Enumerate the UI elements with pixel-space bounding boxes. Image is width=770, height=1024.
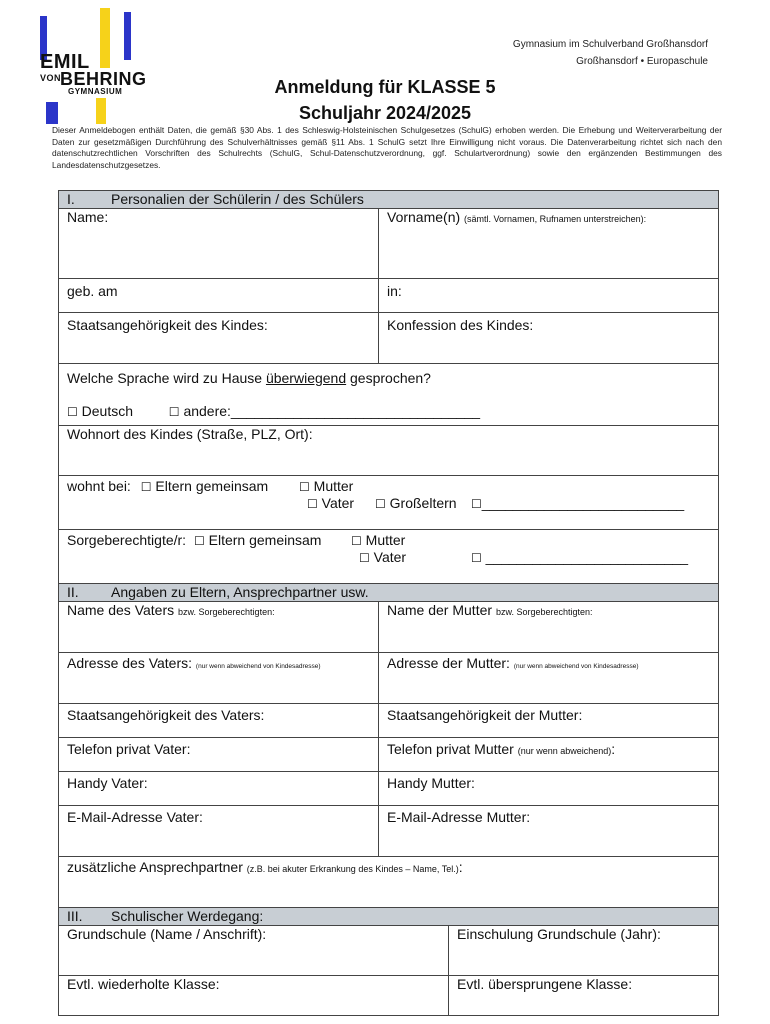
checkbox-sorge-vater[interactable]: ☐ bbox=[359, 551, 370, 565]
page-title bbox=[0, 74, 770, 126]
blank-sorge-sonstige[interactable]: __________________________ bbox=[485, 549, 689, 565]
section-3-title: Schulischer Werdegang: bbox=[111, 908, 264, 924]
checkbox-wohnt-eltern[interactable]: ☐ bbox=[140, 480, 152, 494]
label-name-vater-note: bzw. Sorgeberechtigten: bbox=[178, 607, 275, 617]
school-header bbox=[513, 36, 708, 70]
label-adresse-mutter-note: (nur wenn abweichend von Kindesadresse) bbox=[513, 663, 639, 670]
label-wohnort: Wohnort des Kindes (Straße, PLZ, Ort): bbox=[67, 426, 313, 442]
sprache-options bbox=[67, 403, 710, 421]
field-tel-mutter[interactable]: Telefon privat Mutter (nur wenn abweichend): bbox=[379, 738, 719, 772]
field-handy-vater[interactable] bbox=[59, 772, 379, 806]
logo-text-behring: BEHRING bbox=[60, 69, 147, 89]
school-name: Gymnasium im Schulverband Großhansdorf bbox=[512, 39, 708, 50]
label-wohnt-eltern: Eltern gemeinsam bbox=[155, 478, 269, 494]
label-vorname: Vorname(n) bbox=[387, 209, 461, 225]
field-name[interactable] bbox=[59, 209, 379, 279]
field-staatsangehoerigkeit[interactable] bbox=[59, 313, 379, 364]
field-vorname[interactable] bbox=[379, 209, 719, 279]
logo-yellow-bar bbox=[100, 8, 110, 68]
label-mail-vater: E-Mail-Adresse Vater: bbox=[67, 809, 203, 825]
label-einschulung: Einschulung Grundschule (Jahr): bbox=[457, 926, 661, 942]
label-geb: geb. am bbox=[67, 283, 118, 299]
label-uebersprungen: Evtl. übersprungene Klasse: bbox=[457, 976, 633, 992]
label-ansprech-note: (z.B. bei akuter Erkrankung des Kindes – Name, Tel.) bbox=[246, 864, 459, 874]
field-ansprechpartner[interactable]: zusätzliche Ansprechpartner (z.B. bei akuter Erkrankung des Kindes – Name, Tel.): bbox=[59, 857, 719, 908]
section-2-header bbox=[59, 584, 719, 602]
field-mail-mutter[interactable] bbox=[379, 806, 719, 857]
label-staat-vater: Staatsangehörigkeit des Vaters: bbox=[67, 707, 265, 723]
label-andere: andere:________________________________ bbox=[183, 403, 481, 419]
checkbox-wohnt-mutter[interactable]: ☐ bbox=[299, 480, 310, 494]
checkbox-sorge-sonstige[interactable]: ☐ bbox=[471, 551, 482, 565]
field-mail-vater[interactable] bbox=[59, 806, 379, 857]
label-name-vater: Name des Vaters bbox=[67, 602, 175, 618]
field-konfession[interactable] bbox=[379, 313, 719, 364]
field-wiederholt[interactable] bbox=[59, 976, 449, 1016]
label-tel-mutter-note: (nur wenn abweichend) bbox=[517, 746, 612, 756]
field-sorgeberechtigte bbox=[59, 530, 719, 584]
field-geburtsort[interactable] bbox=[379, 279, 719, 313]
field-adresse-mutter[interactable] bbox=[379, 653, 719, 704]
logo-text-von: VON bbox=[40, 73, 62, 83]
label-in: in: bbox=[387, 283, 402, 299]
title-line1: Anmeldung für KLASSE 5 bbox=[274, 77, 496, 97]
field-adresse-vater[interactable] bbox=[59, 653, 379, 704]
checkbox-sorge-mutter[interactable]: ☐ bbox=[351, 534, 362, 548]
label-wohnt-bei: wohnt bei: bbox=[67, 478, 131, 494]
field-tel-vater[interactable] bbox=[59, 738, 379, 772]
field-name-vater[interactable] bbox=[59, 602, 379, 653]
label-adresse-mutter: Adresse der Mutter: bbox=[387, 655, 510, 671]
label-name-mutter: Name der Mutter bbox=[387, 602, 493, 618]
label-ansprech: zusätzliche Ansprechpartner bbox=[67, 859, 243, 875]
field-name-mutter[interactable] bbox=[379, 602, 719, 653]
logo-text-emil: EMIL bbox=[40, 51, 90, 73]
blank-wohnt-sonstige[interactable]: __________________________ bbox=[481, 495, 685, 511]
registration-form bbox=[58, 190, 719, 1016]
field-grundschule[interactable] bbox=[59, 926, 449, 976]
checkbox-sorge-eltern[interactable]: ☐ bbox=[193, 534, 205, 548]
label-adresse-vater: Adresse des Vaters: bbox=[67, 655, 193, 671]
section-2-number: II. bbox=[67, 584, 79, 600]
label-handy-mutter: Handy Mutter: bbox=[387, 775, 475, 791]
label-sorge-eltern: Eltern gemeinsam bbox=[208, 532, 322, 548]
field-geb[interactable] bbox=[59, 279, 379, 313]
label-sorge-mutter: Mutter bbox=[365, 532, 406, 548]
label-sorge: Sorgeberechtigte/r: bbox=[67, 532, 187, 548]
label-sorge-vater: Vater bbox=[373, 549, 407, 565]
section-1-header bbox=[59, 191, 719, 209]
label-mail-mutter: E-Mail-Adresse Mutter: bbox=[387, 809, 531, 825]
label-deutsch: Deutsch bbox=[81, 403, 134, 419]
label-tel-mutter: Telefon privat Mutter bbox=[387, 741, 514, 757]
field-handy-mutter[interactable] bbox=[379, 772, 719, 806]
field-wohnort[interactable] bbox=[59, 426, 719, 476]
field-staat-vater[interactable] bbox=[59, 704, 379, 738]
checkbox-wohnt-sonstige[interactable]: ☐ bbox=[471, 497, 482, 511]
logo-blue-bar-right bbox=[124, 12, 131, 60]
field-einschulung[interactable] bbox=[449, 926, 719, 976]
section-3-header bbox=[59, 908, 719, 926]
label-name: Name: bbox=[67, 209, 109, 225]
label-konfession: Konfession des Kindes: bbox=[387, 317, 534, 333]
privacy-intro: Dieser Anmeldebogen enthält Daten, die gemäß §30 Abs. 1 des Schleswig-Holsteinischen Schulgesetzes (SchulG) erhoben werden. Die Erhebung und Weiterverarbeitung der Daten zur gesetzmäßigen Durchführung des Schulverhältnisses gemäß §11 Abs. 1 SchulG setzt Ihre Einwilligung nicht voraus. Die Datenverarbeitung richtet sich nach den datenschutzrechtlichen Vorschriften des Schulrechts (SchulG, Schul-Datenschutzverordnung, ggf. Schulartverordnung) sowie den ergänzenden Bestimmungen des Landesdatenschutzgesetzes. bbox=[52, 125, 722, 170]
label-wiederholt: Evtl. wiederholte Klasse: bbox=[67, 976, 220, 992]
label-adresse-vater-note: (nur wenn abweichend von Kindesadresse) bbox=[195, 663, 321, 670]
section-3-number: III. bbox=[67, 908, 83, 924]
checkbox-andere[interactable]: ☐ bbox=[168, 405, 180, 419]
label-wohnt-vater: Vater bbox=[321, 495, 355, 511]
section-1-number: I. bbox=[67, 191, 75, 207]
section-2-title: Angaben zu Eltern, Ansprechpartner usw. bbox=[111, 584, 369, 600]
label-tel-vater: Telefon privat Vater: bbox=[67, 741, 191, 757]
label-staat-mutter: Staatsangehörigkeit der Mutter: bbox=[387, 707, 583, 723]
label-handy-vater: Handy Vater: bbox=[67, 775, 148, 791]
section-1-title: Personalien der Schülerin / des Schülers bbox=[111, 191, 364, 207]
sprache-question: Welche Sprache wird zu Hause überwiegend gesprochen? bbox=[67, 370, 431, 386]
label-name-mutter-note: bzw. Sorgeberechtigten: bbox=[495, 607, 593, 617]
label-grundschule: Grundschule (Name / Anschrift): bbox=[67, 926, 267, 942]
field-staat-mutter[interactable] bbox=[379, 704, 719, 738]
label-vorname-note: (sämtl. Vornamen, Rufnamen unterstreichen): bbox=[464, 214, 647, 224]
sprache-underline: überwiegend bbox=[265, 370, 347, 386]
field-sprache bbox=[59, 364, 719, 426]
logo-text-gymnasium: GYMNASIUM bbox=[68, 87, 123, 96]
school-location: Großhansdorf • Europaschule bbox=[576, 56, 708, 67]
label-staat: Staatsangehörigkeit des Kindes: bbox=[67, 317, 268, 333]
checkbox-wohnt-vater[interactable]: ☐ bbox=[307, 497, 318, 511]
field-uebersprungen[interactable] bbox=[449, 976, 719, 1016]
label-wohnt-grosseltern: Großeltern bbox=[389, 495, 457, 511]
field-wohnt-bei bbox=[59, 476, 719, 530]
label-wohnt-mutter: Mutter bbox=[313, 478, 354, 494]
checkbox-wohnt-grosseltern[interactable]: ☐ bbox=[375, 497, 386, 511]
checkbox-deutsch[interactable]: ☐ bbox=[67, 405, 78, 419]
title-line2: Schuljahr 2024/2025 bbox=[298, 103, 472, 123]
